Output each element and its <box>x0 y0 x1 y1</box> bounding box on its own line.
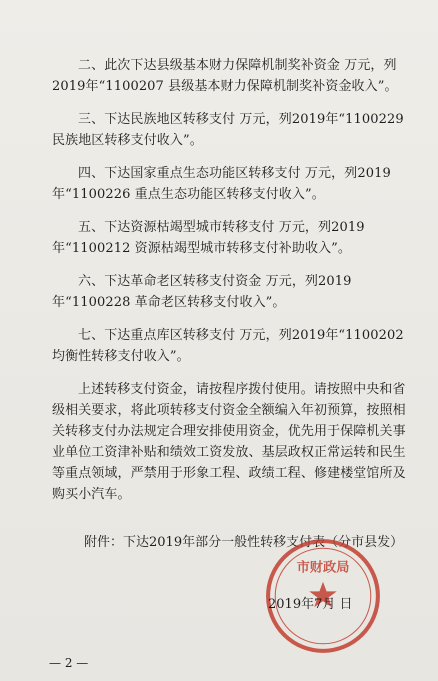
attachment-line: 附件：下达2019年部分一般性转移支付表（分市县发） <box>84 535 404 550</box>
paragraph-resource-city: 五、下达资源枯竭型城市转移支付 万元，列2019年“1100212 资源枯竭型城市转移支付补助收入”。 <box>52 220 365 256</box>
document-date: 2019年7月 日 <box>268 597 353 612</box>
paragraph-reservoir-area: 七、下达重点库区转移支付 万元，列2019年“1100202 均衡性转移支付收入”。 <box>52 328 404 364</box>
paragraph-county-fund: 二、此次下达县级基本财力保障机制奖补资金 万元，列2019年“1100207 县级基本财力保障机制奖补资金收入”。 <box>52 58 398 94</box>
document-body <box>52 55 417 517</box>
paragraph-old-revolutionary-area: 六、下达革命老区转移支付资金 万元，列2019年“1100228 革命老区转移支付收入”。 <box>52 274 352 310</box>
seal-text: 市财政局 <box>296 560 350 576</box>
page-number: — 2 — <box>49 656 89 670</box>
paragraph-usage-instructions: 上述转移支付资金，请按程序拨付使用。请按照中央和省级相关要求，将此项转移支付资金全额编入年初预算，按照相关转移支付办法规定合理安排使用资金，优先用于保障机关事业单位工资津补贴和绩效工资发放、基层政权正常运转和民生等重点领域，严禁用于形象工程、政绩工程、修建楼堂馆所及购买小汽车。 <box>52 382 406 502</box>
paragraph-ethnic-region: 三、下达民族地区转移支付 万元，列2019年“1100229 民族地区转移支付收入”。 <box>52 112 404 148</box>
paragraph-ecological-zone: 四、下达国家重点生态功能区转移支付 万元，列2019年“1100226 重点生态功能区转移支付收入”。 <box>52 166 391 202</box>
